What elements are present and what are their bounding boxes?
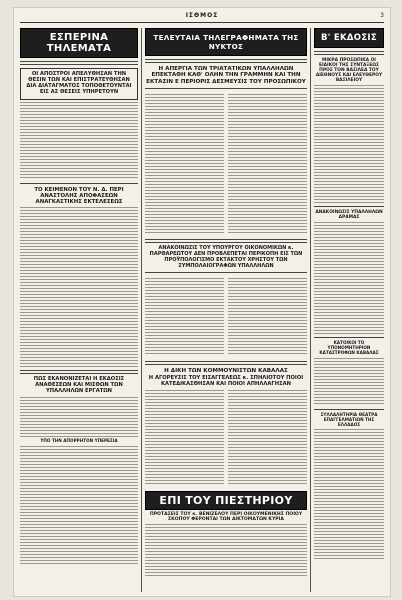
article-text — [228, 390, 307, 486]
article-text — [314, 222, 384, 334]
newspaper-page — [14, 8, 390, 596]
right-column — [314, 28, 384, 592]
center-headline-4: Η ΑΓΟΡΕΥΣΙΣ ΤΟΥ ΕΙΣΑΓΓΕΛΕΩΣ κ. ΣΠΗΛΙΟΤΟΥ ΠΟΙΟΙ ΚΑΤΕΔΙΚΑΣΘΗΣΑΝ ΚΑΙ ΠΟΙΟΙ ΑΠΗΛΛΑΓΗΣΑΝ — [148, 374, 304, 387]
center-bottom-headline: ΠΡΟΤΑΣΕΙΣ ΤΟΥ κ. ΒΕΝΙΖΕΛΟΥ ΠΕΡΙ ΟΙΚΟΥΜΕΝΙΚΗΣ ΠΟΙΟΥ ΣΚΟΠΟΥ ΦΕΡΟΝΤΑΙ ΤΩΝ ΔΙΚΤΟΜΑΤΩΝ ΚΥΡΙΑ — [149, 511, 303, 522]
article-text — [314, 358, 384, 406]
article-text — [145, 524, 307, 576]
left-headline-3: ΠΩΣ ΕΚΑΝΟΝΙΖΕΤΑΙ Η ΕΚΔΟΣΙΣ ΑΝΑΘΕΣΕΩΝ ΚΑΙ ΜΙΣΘΩΝ ΤΩΝ ΥΠΑΛΛΗΛΩΝ ΕΡΓΑΤΩΝ — [33, 376, 125, 395]
masthead — [20, 12, 384, 23]
center-headline-1: Η ΑΠΕΡΓΙΑ ΤΩΝ ΤΡΙΑΤΑΤΙΚΩΝ ΥΠΑΛΛΗΛΩΝ ΕΠΕΚΤΑΘΗ ΚΑΘ' ΟΛΗΝ ΤΗΝ ΓΡΑΜΜΗΝ ΚΑΙ ΤΗΝ ΕΚΤΑΣΙΝ Ε ΠΕΡΙΟΡΙΣ ΔΕΣΜΕΥΣΙΣ ΤΟΥ ΠΡΟΣΩΠΙΚΟΥ — [146, 66, 306, 85]
center-column — [145, 28, 307, 592]
article-text — [20, 102, 138, 180]
article-text — [314, 429, 384, 559]
article-text — [20, 446, 138, 566]
paper-title: ΙΣΘΜΟΣ — [185, 12, 219, 19]
left-banner: ΕΣΠΕΡΙΝΑ ΤΗΛΕΜΑΤΑ — [20, 28, 138, 58]
center-headline-2: ΑΝΑΚΟΙΝΩΣΙΣ ΤΟΥ ΥΠΟΥΡΓΟΥ ΟΙΚΟΝΟΜΙΚΩΝ κ. ΠΑΡΘΑΡΕΩΤΟΥ ΔΕΝ ΠΡΟΒΛΕΠΕΤΑΙ ΠΕΡΙΚΟΠΗ ΕΙΣ ΤΩΝ ΠΡΟΫΠΟΛΟΓΙΣΜΟ ΕΚΤΑΚΤΟΥ ΧΡΗΣΤΟΥ ΤΩΝ ΣΥΜΠΟΛΑΙΟΓΡΑΦΩΝ ΥΠΑΛΛΗΛΩΝ — [149, 245, 303, 269]
article-text — [20, 397, 138, 437]
article-text — [145, 390, 224, 486]
article-text — [228, 278, 307, 356]
article-text — [228, 94, 307, 234]
left-headline-2: ΤΟ ΚΕΙΜΕΝΟΝ ΤΟΥ Ν. Δ. ΠΕΡΙ ΑΝΑΣΤΟΛΗΣ ΑΠΟΦΑΣΕΩΝ ΑΝΑΓΚΑΣΤΙΚΗΣ ΕΚΤΕΛΕΣΕΩΣ — [34, 186, 124, 206]
center-banner: ΤΕΛΕΥΤΑΙΑ ΤΗΛΕΓΡΑΦΗΜΑΤΑ ΤΗΣ ΝΥΚΤΟΣ — [145, 28, 307, 56]
right-banner: Β' ΕΚΔΟΣΙΣ — [314, 28, 384, 48]
right-headline-2: ΑΝΑΚΟΙΝΩΣΙΣ ΥΠΑΛΛΗΛΩΝ ΔΡΑΜΑΣ — [315, 210, 383, 221]
article-text — [145, 94, 224, 234]
article-text — [314, 85, 384, 203]
right-headline-3: ΚΑΤΟΙΚΟΙ ΤΟ ΥΠΟΝΟΜΗΤΗΡΙΟΝ ΚΑΤΑΣΤΡΟΦΩΝ ΚΑΒΑΛΑΣ — [319, 340, 379, 356]
article-text — [145, 278, 224, 356]
page-number: 3 — [380, 12, 384, 19]
center-bottom-banner: ΕΠΙ ΤΟΥ ΠΙΕΣΤΗΡΙΟΥ — [145, 491, 307, 510]
right-headline-4: ΣΥΛΛΑΛΗΤΗΡΙΑ ΘΕΑΤΡΑ ΕΠΑΓΓΕΛΜΑΤΙΩΝ ΤΗΣ ΕΛΛΑΔΟΣ — [320, 411, 378, 427]
left-small-heading: ΥΠΟ ΤΗΝ ΑΠΟΡΡΗΤΟΝ ΥΠΕΡΕΣΙΑ — [40, 438, 118, 444]
left-headline-1: ΟΙ ΑΠΟΣΤΡΟΙ ΑΠΕΛΥΘΗΣΑΝ ΤΗΝ ΘΕΣΙΝ ΤΩΝ ΚΑΙ ΕΠΙΣΤΡΑΤΕΥΘΗΣΑΝ ΔΙΑ ΔΙΑΤΑΓΜΑΤΟΣ ΤΟΠΟΘΕΤΟΥΝΤΑΙ ΕΙΣ ΑΣ ΘΕΣΕΙΣ ΥΠΗΡΕΤΟΥΝ — [20, 68, 138, 100]
left-column — [20, 28, 138, 592]
center-headline-3: Η ΔΙΚΗ ΤΩΝ ΚΟΜΜΟΥΝΙΣΤΩΝ ΚΑΒΑΛΑΣ — [164, 368, 288, 375]
right-headline-1: ΜΙΚΡΑ ΠΡΟΣΩΠΙΚΑ ΟΙ ΕΙΔΙΚΟΙ ΤΗΣ ΣΥΝΤΑΞΕΩΣ ΠΡΟΣ ΤΟΝ ΒΑΣΙΛΕΑ ΤΟΥ ΔΙΕΘΝΟΥΣ ΚΑΙ ΕΛΕΥΘΕΡΟΥ ΒΑΣΙΛΕΙΟΥ — [315, 58, 383, 84]
article-text — [20, 207, 138, 367]
